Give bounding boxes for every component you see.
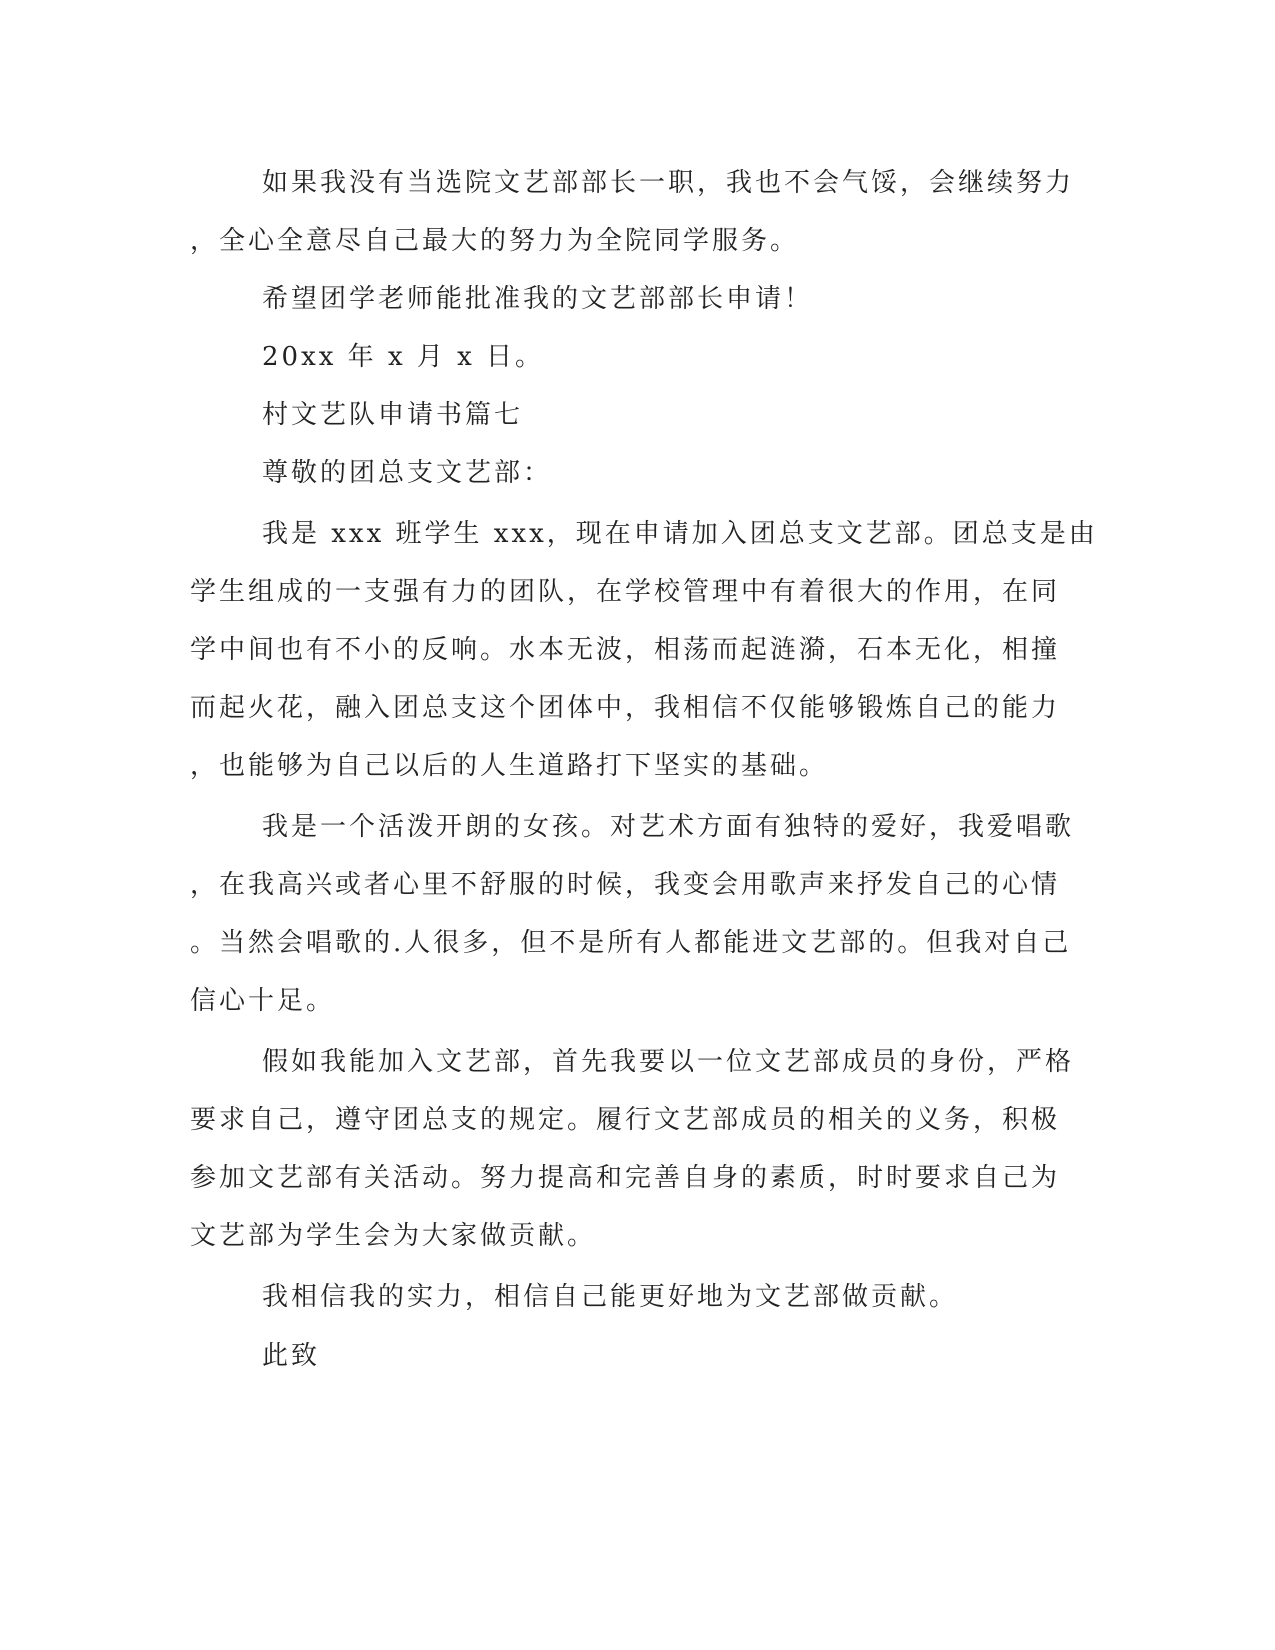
text-line: 假如我能加入文艺部，首先我要以一位文艺部成员的身份，严格 [262, 1047, 1075, 1077]
salutation: 尊敬的团总支文艺部： [262, 458, 553, 488]
text-line: 参加文艺部有关活动。努力提高和完善自身的素质，时时要求自己为 [190, 1163, 1061, 1193]
text-line: 我是一个活泼开朗的女孩。对艺术方面有独特的爱好，我爱唱歌 [262, 812, 1075, 842]
text-line: 要求自己，遵守团总支的规定。履行文艺部成员的相关的义务，积极 [190, 1105, 1061, 1135]
text-line: ，全心全意尽自己最大的努力为全院同学服务。 [190, 226, 800, 256]
text-line: ，也能够为自己以后的人生道路打下坚实的基础。 [190, 751, 829, 781]
closing-line: 此致 [262, 1341, 321, 1371]
text-line: 如果我没有当选院文艺部部长一职，我也不会气馁，会继续努力 [262, 168, 1075, 198]
text-line: 学生组成的一支强有力的团队，在学校管理中有着很大的作用，在同 [190, 577, 1061, 607]
text-line: 我相信我的实力，相信自己能更好地为文艺部做贡献。 [262, 1282, 959, 1312]
text-line: 。当然会唱歌的.人很多，但不是所有人都能进文艺部的。但我对自己 [190, 928, 1072, 958]
text-line: 我是 xxx 班学生 xxx，现在申请加入团总支文艺部。团总支是由 [262, 519, 1098, 549]
text-line: 学中间也有不小的反响。水本无波，相荡而起涟漪，石本无化，相撞 [190, 635, 1061, 665]
text-line: 希望团学老师能批准我的文艺部部长申请！ [262, 284, 814, 314]
text-line: 文艺部为学生会为大家做贡献。 [190, 1221, 597, 1251]
section-heading: 村文艺队申请书篇七 [262, 400, 524, 430]
text-line: 信心十足。 [190, 986, 336, 1016]
date-line: 20xx 年 x 月 x 日。 [262, 342, 545, 372]
text-line: 而起火花，融入团总支这个团体中，我相信不仅能够锻炼自己的能力 [190, 693, 1061, 723]
text-line: ，在我高兴或者心里不舒服的时候，我变会用歌声来抒发自己的心情 [190, 870, 1061, 900]
